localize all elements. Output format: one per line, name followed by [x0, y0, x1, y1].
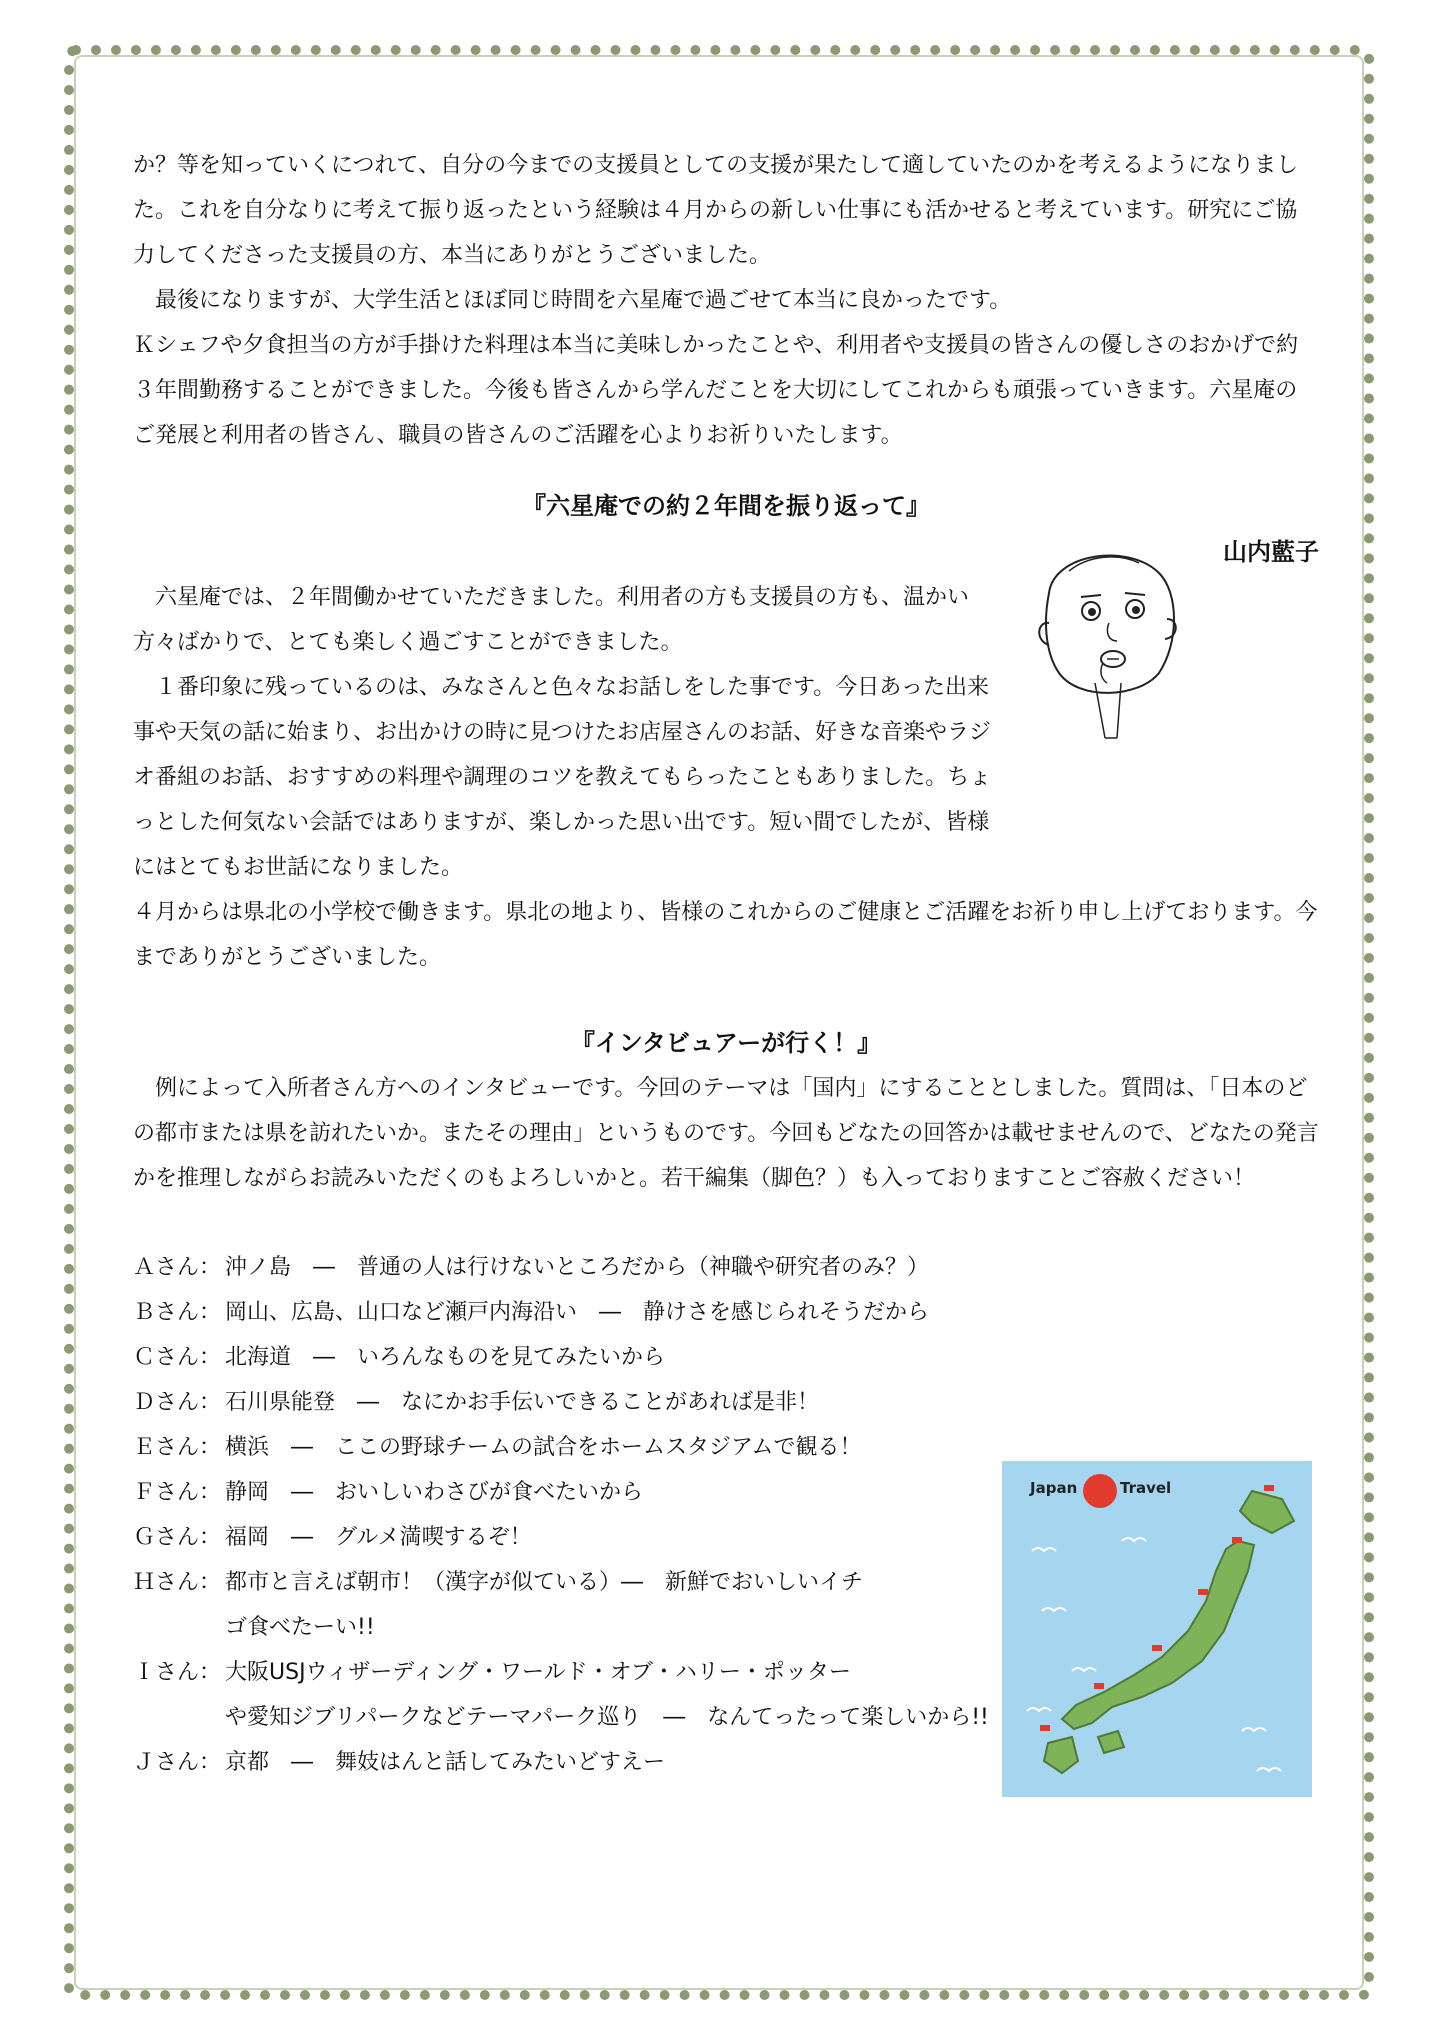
- answer-respondent: Ｃさん：: [133, 1345, 222, 1370]
- answer-continuation: や愛知ジブリパークなどテーマパーク巡り ― なんてったって楽しいから!!: [225, 1705, 989, 1730]
- list-item: [133, 1245, 1319, 1290]
- answer-text: 大阪USJウィザーディング・ワールド・オブ・ハリー・ポッター: [225, 1660, 851, 1685]
- interview-intro: 例によって入所者さん方へのインタビューです。今回のテーマは「国内」にすることとしました。質問は、「日本のどの都市または県を訪れたいか。またその理由」というものです。今回もどなたの回答かは載せませんので、どなたの発言かを推理しながらお読みいただくのもよろしいかと。若干編集（脚色？）も入っておりますことご容赦ください！: [133, 1076, 1319, 1191]
- map-flag-icons: [1040, 1485, 1274, 1731]
- map-label-japan: Japan: [1030, 1479, 1078, 1497]
- answer-respondent: Ａさん：: [133, 1255, 222, 1280]
- intro-paragraph-2: 最後になりますが、大学生活とほぼ同じ時間を六星庵で過ごせて本当に良かったです。: [155, 288, 1012, 313]
- article-paragraph-3: ４月からは県北の小学校で働きます。県北の地より、皆様のこれからのご健康とご活躍をお祈り申し上げております。今までありがとうございました。: [133, 900, 1318, 970]
- intro-paragraph-3: Ｋシェフや夕食担当の方が手掛けた料理は本当に美味しかったことや、利用者や支援員の皆さんの優しさのおかげで約３年間勤務することができました。今後も皆さんから学んだことを大切にしてこれからも頑張っていきます。六星庵のご発展と利用者の皆さん、職員の皆さんのご活躍を心よりお祈りいたします。: [133, 333, 1299, 448]
- answer-text: 沖ノ島 ― 普通の人は行けないところだから（神職や研究者のみ？）: [225, 1255, 930, 1280]
- list-item: [133, 1335, 1319, 1380]
- document-body: [133, 143, 1319, 1785]
- rising-sun-icon: [1083, 1474, 1117, 1508]
- answer-respondent: Ｊさん：: [133, 1750, 222, 1775]
- list-item: [133, 1380, 1319, 1425]
- article-title: 『六星庵での約２年間を振り返って』: [522, 492, 930, 520]
- answer-text: 岡山、広島、山口など瀬戸内海沿い ― 静けさを感じられそうだから: [225, 1300, 930, 1325]
- answer-respondent: Ｈさん：: [133, 1570, 222, 1595]
- answer-continuation: ゴ食べたーい!!: [225, 1615, 375, 1640]
- answer-text: 石川県能登 ― なにかお手伝いできることがあれば是非！: [225, 1390, 820, 1415]
- answer-respondent: Ｂさん：: [133, 1300, 222, 1325]
- intro-paragraph-1: か？等を知っていくにつれて、自分の今までの支援員としての支援が果たして適していたのかを考えるようになりました。これを自分なりに考えて振り返ったという経験は４月からの新しい仕事にも活かせると考えています。研究にご協力してくださった支援員の方、本当にありがとうございました。: [133, 153, 1299, 268]
- answer-respondent: Ｉさん：: [133, 1660, 222, 1685]
- face-sketch-illustration: [1009, 533, 1209, 743]
- article-paragraph-2: １番印象に残っているのは、みなさんと色々なお話しをした事です。今日あった出来事や天気の話に始まり、お出かけの時に見つけたお店屋さんのお話、好きな音楽やラジオ番組のお話、おすすめの料理や調理のコツを教えてもらったこともありました。ちょっとした何気ない会話ではありますが、楽しかった思い出です。短い間でしたが、皆様にはとてもお世話になりました。: [133, 675, 992, 880]
- article-farewell: [133, 483, 1319, 980]
- answer-text: 北海道 ― いろんなものを見てみたいから: [225, 1345, 666, 1370]
- answer-text: 横浜 ― ここの野球チームの試合をホームスタジアムで観る！: [225, 1435, 862, 1460]
- answer-text: 京都 ― 舞妓はんと話してみたいどすえー: [225, 1750, 666, 1775]
- japan-travel-map-illustration: [1002, 1461, 1312, 1797]
- answer-text: 福岡 ― グルメ満喫するぞ！: [225, 1525, 532, 1550]
- answer-text: 静岡 ― おいしいわさびが食べたいから: [225, 1480, 644, 1505]
- answer-respondent: Ｇさん：: [133, 1525, 222, 1550]
- japan-land-shape: [1044, 1491, 1294, 1773]
- map-label-travel: Travel: [1120, 1479, 1172, 1497]
- answer-respondent: Ｅさん：: [133, 1435, 222, 1460]
- article-author: 山内藍子: [1223, 538, 1319, 566]
- answer-text: 都市と言えば朝市！（漢字が似ている）― 新鮮でおいしいイチ: [225, 1570, 864, 1595]
- answer-respondent: Ｄさん：: [133, 1390, 222, 1415]
- article-paragraph-1: 六星庵では、２年間働かせていただきました。利用者の方も支援員の方も、温かい方々ばかりで、とても楽しく過ごすことができました。: [133, 585, 970, 655]
- answer-respondent: Ｆさん：: [133, 1480, 222, 1505]
- interview-title: 『インタビュアーが行く！』: [570, 1029, 882, 1057]
- list-item: [133, 1290, 1319, 1335]
